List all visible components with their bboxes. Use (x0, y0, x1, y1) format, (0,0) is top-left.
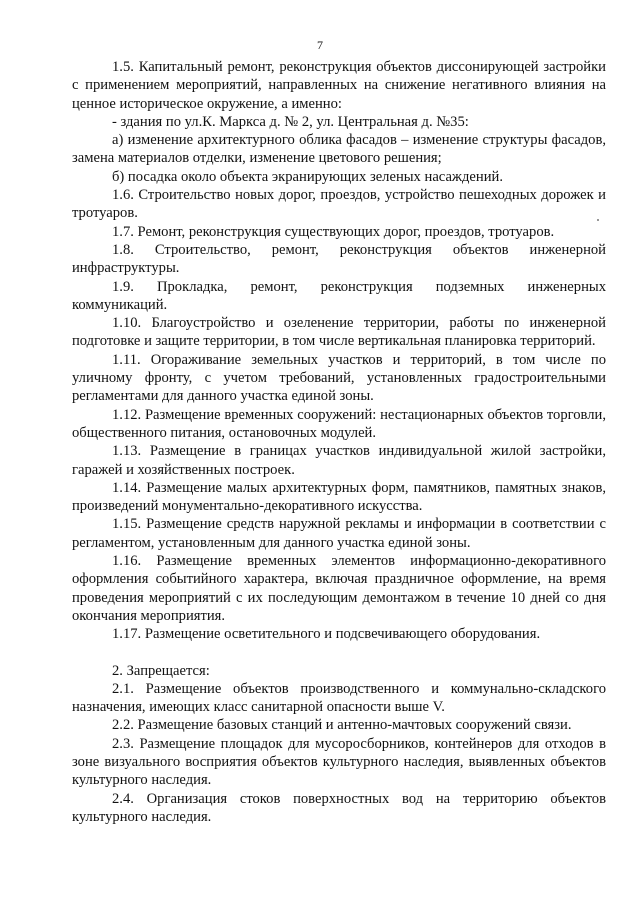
paragraph-1-6: 1.6. Строительство новых дорог, проездов, устройство пешеходных дорожек и тротуаров. (72, 187, 606, 222)
paragraph-1-9: 1.9. Прокладка, ремонт, реконструкция подземных инженерных коммуникаций. (72, 278, 606, 313)
paragraph-item-a: а) изменение архитектурного облика фасадов – изменение структуры фасадов, замена материалов отделки, изменение цветового решения; (72, 132, 606, 167)
paragraph-1-13: 1.13. Размещение в границах участков индивидуальной жилой застройки, гаражей и хозяйственных построек. (72, 443, 606, 478)
paragraph-1-17: 1.17. Размещение осветительного и подсвечивающего оборудования. (112, 626, 541, 643)
paragraph-1-15: 1.15. Размещение средств наружной рекламы и информации в соответствии с регламентом, установленным для данного участка единой зоны. (72, 516, 606, 551)
paragraph-1-5: 1.5. Капитальный ремонт, реконструкция объектов диссонирующей застройки с применением мероприятий, направленных на снижение негативного влияния на ценное историческое окружение, а именно: (72, 59, 606, 112)
paragraph-2-2: 2.2. Размещение базовых станций и антенно-мачтовых сооружений связи. (112, 717, 572, 734)
paragraph-1-14: 1.14. Размещение малых архитектурных форм, памятников, памятных знаков, произведений монументально-декоративного искусства. (72, 479, 606, 515)
paragraph-item-b: б) посадка около объекта экранирующих зеленых насаждений. (112, 168, 503, 185)
paragraph-1-10: 1.10. Благоустройство и озеленение территории, работы по инженерной подготовке и защите территории, в том числе вертикальная планировка территорий. (72, 315, 606, 350)
scan-speck (597, 219, 599, 221)
paragraph-1-7: 1.7. Ремонт, реконструкция существующих дорог, проездов, тротуаров. (112, 223, 555, 240)
paragraph-buildings: - здания по ул.К. Маркса д. № 2, ул. Центральная д. №35: (112, 113, 469, 130)
paragraph-1-8: 1.8. Строительство, ремонт, реконструкция объектов инженерной инфраструктуры. (72, 241, 606, 277)
paragraph-1-16: 1.16. Размещение временных элементов информационно-декоративного оформления событийного характера, включая праздничное оформление, на время проведения мероприятий с их последующим демонтажом в течение 10 дней со дня окончания мероприятия. (72, 553, 606, 624)
section-2-heading: 2. Запрещается: (112, 662, 210, 679)
paragraph-2-4: 2.4. Организация стоков поверхностных вод на территорию объектов культурного наследия. (72, 790, 606, 825)
paragraph-2-3: 2.3. Размещение площадок для мусоросборников, контейнеров для отходов в зоне визуального восприятия объектов культурного наследия, выявленных объектов культурного наследия. (72, 735, 606, 789)
paragraph-1-11: 1.11. Огораживание земельных участков и территорий, в том числе по уличному фронту, с учетом требований, установленных градостроительными регламентами для данного участка единой зоны. (72, 351, 606, 405)
page-number: 7 (317, 38, 323, 52)
document-body (72, 58, 606, 826)
paragraph-1-12: 1.12. Размещение временных сооружений: нестационарных объектов торговли, общественного питания, остановочных модулей. (72, 406, 606, 441)
paragraph-2-1: 2.1. Размещение объектов производственного и коммунально-складского назначения, имеющих класс санитарной опасности выше V. (72, 680, 606, 716)
